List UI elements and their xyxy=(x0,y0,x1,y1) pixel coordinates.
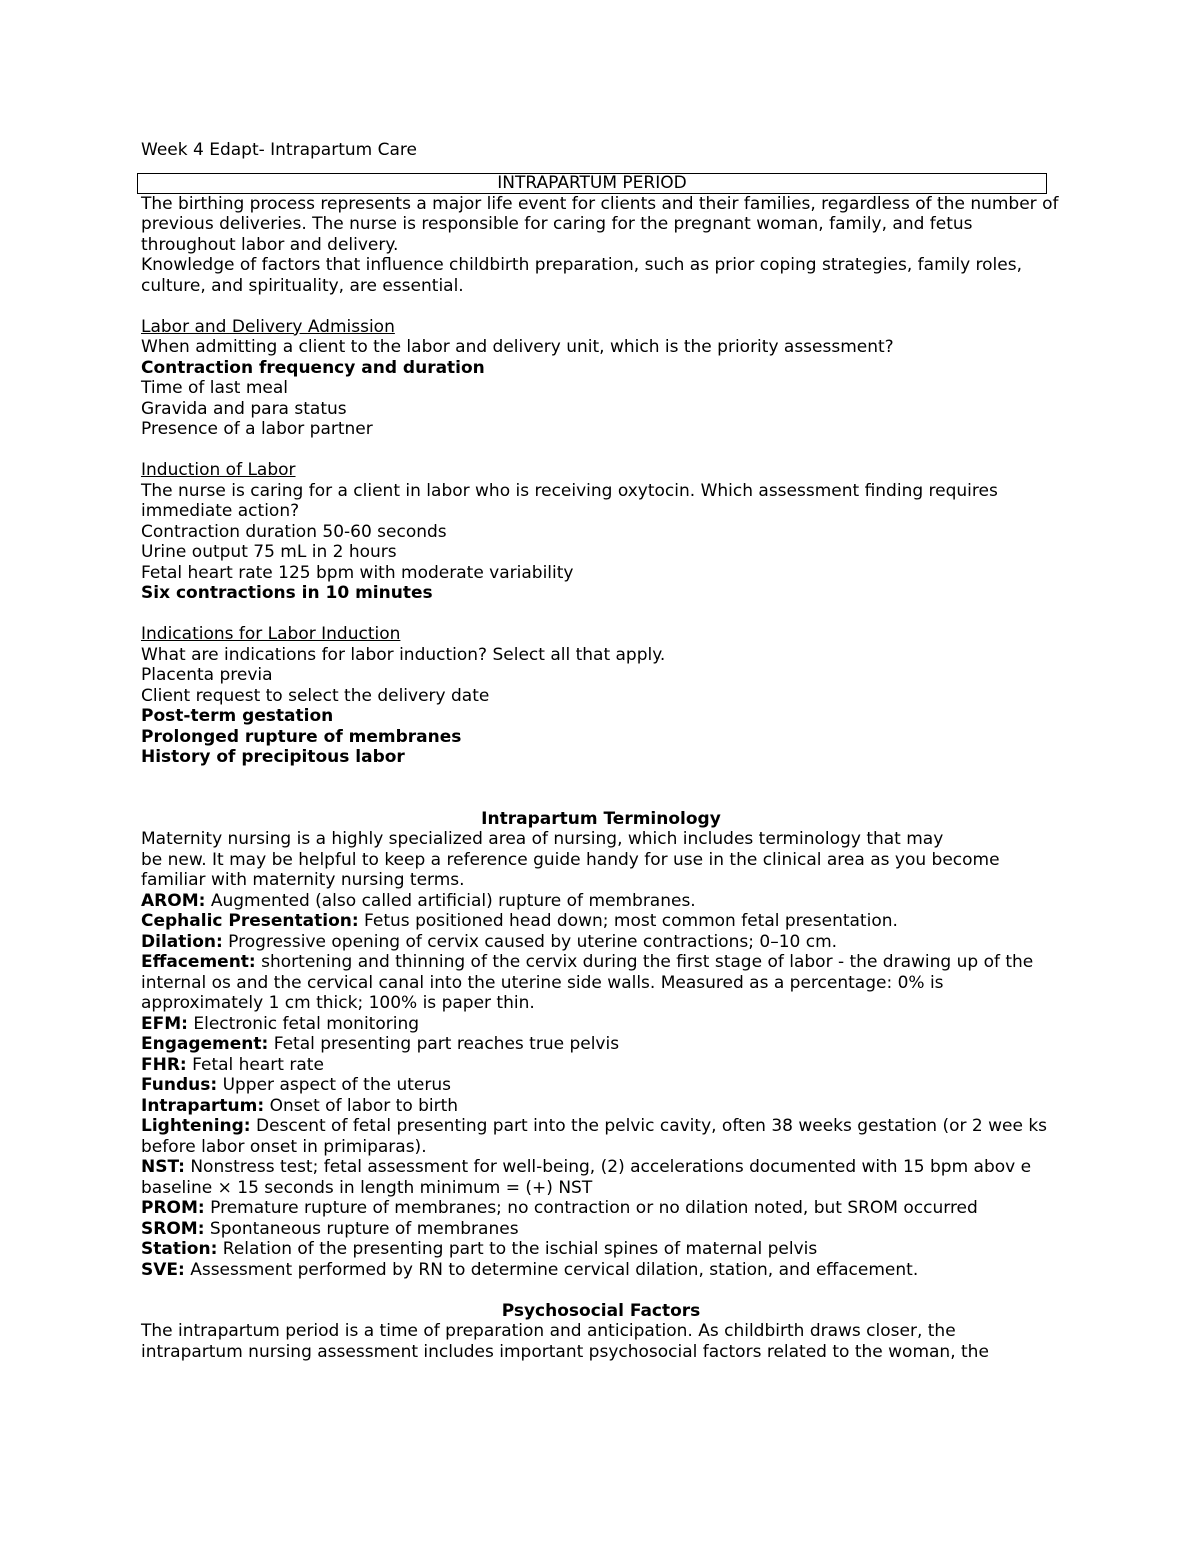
intro-paragraph-1: The birthing process represents a major life event for clients and their families, regardless of the number of previous deliveries. The nurse is responsible for caring for the pregnant woman, family, and fetus throughout labor and delivery. xyxy=(141,193,1059,255)
glossary-entry xyxy=(141,1075,1061,1096)
glossary-term: EFM: xyxy=(141,1013,188,1034)
glossary-term: AROM: xyxy=(141,890,206,911)
question-block-admission xyxy=(141,317,1061,440)
glossary-term: Lightening: xyxy=(141,1116,251,1136)
terminology-intro-line-1: Maternity nursing is a highly specialized area of nursing, which includes terminology that may xyxy=(141,829,944,849)
question-block-induction xyxy=(141,460,1061,604)
question-text: The nurse is caring for a client in labor who is receiving oxytocin. Which assessment finding requires immediate action? xyxy=(141,480,998,521)
glossary-term: Station: xyxy=(141,1239,218,1259)
psychosocial-text: The intrapartum period is a time of preparation and anticipation. As childbirth draws closer, the intrapartum nursing assessment includes important psychosocial factors related to the woman, the xyxy=(141,1321,989,1362)
glossary-term: Engagement: xyxy=(141,1034,269,1054)
glossary-entry xyxy=(141,1034,1061,1055)
glossary-entry xyxy=(141,1055,1061,1076)
glossary-definition: Spontaneous rupture of membranes xyxy=(204,1218,519,1239)
glossary-definition: Fetal presenting part reaches true pelvis xyxy=(268,1034,620,1054)
document-page xyxy=(141,140,1061,1362)
question-block-indications xyxy=(141,624,1061,768)
answer-option: Contraction frequency and duration xyxy=(141,357,485,378)
terminology-intro-line-2: be new. It may be helpful to keep a reference guide handy for use in the clinical area as you become familiar with maternity nursing terms. xyxy=(141,849,1000,890)
answer-option: Prolonged rupture of membranes xyxy=(141,726,462,747)
answer-option: Urine output 75 mL in 2 hours xyxy=(141,542,397,562)
glossary-term: Cephalic Presentation: xyxy=(141,911,359,931)
question-text: When admitting a client to the labor and delivery unit, which is the priority assessment? xyxy=(141,337,894,357)
glossary-definition: Relation of the presenting part to the ischial spines of maternal pelvis xyxy=(217,1239,818,1259)
glossary-definition: Electronic fetal monitoring xyxy=(187,1013,420,1034)
terminology-section xyxy=(141,809,1061,1281)
glossary-entry xyxy=(141,952,1061,1014)
glossary-entry xyxy=(141,911,1061,932)
question-heading: Induction of Labor xyxy=(141,460,296,480)
section-heading: Psychosocial Factors xyxy=(501,1300,701,1321)
glossary-term: Intrapartum: xyxy=(141,1095,265,1116)
glossary-definition: Fetal heart rate xyxy=(186,1054,324,1075)
answer-option: Six contractions in 10 minutes xyxy=(141,583,433,603)
answer-option: Fetal heart rate 125 bpm with moderate variability xyxy=(141,562,574,583)
glossary-term: Effacement: xyxy=(141,952,256,972)
answer-option: Gravida and para status xyxy=(141,398,347,419)
answer-option: Placenta previa xyxy=(141,665,273,685)
glossary-entry xyxy=(141,1260,1061,1281)
glossary-entry xyxy=(141,1157,1061,1198)
answer-option: Contraction duration 50-60 seconds xyxy=(141,521,447,542)
glossary-definition: Descent of fetal presenting part into the pelvic cavity, often 38 weeks gestation (or 2 wee ks before labor onset in primiparas). xyxy=(141,1116,1053,1157)
glossary-entry xyxy=(141,1239,1061,1260)
answer-options xyxy=(141,358,1061,440)
glossary-definition: shortening and thinning of the cervix during the first stage of labor - the drawing up of the internal os and the cervical canal into the uterine side walls. Measured as a percentage: 0% is approximately 1 cm thick; 100% is paper thin. xyxy=(141,952,1039,1013)
glossary-definition: Assessment performed by RN to determine cervical dilation, station, and effacement. xyxy=(184,1259,919,1280)
glossary-definition: Premature rupture of membranes; no contraction or no dilation noted, but SROM occurred xyxy=(204,1198,978,1218)
intro-paragraph-2: Knowledge of factors that influence childbirth preparation, such as prior coping strategies, family roles, culture, and spirituality, are essential. xyxy=(141,255,1023,296)
answer-option: Presence of a labor partner xyxy=(141,419,373,439)
glossary-term: Fundus: xyxy=(141,1075,218,1095)
answer-option: Post-term gestation xyxy=(141,706,334,726)
glossary-term: NST: xyxy=(141,1157,185,1177)
glossary-entry xyxy=(141,1014,1061,1035)
glossary-entry xyxy=(141,891,1061,912)
answer-option: Time of last meal xyxy=(141,378,289,398)
glossary-definition: Fetus positioned head down; most common fetal presentation. xyxy=(358,911,898,931)
glossary-definition: Onset of labor to birth xyxy=(264,1095,459,1116)
glossary-term: SVE: xyxy=(141,1259,185,1280)
question-text: What are indications for labor induction? Select all that apply. xyxy=(141,644,666,665)
section-box-heading: INTRAPARTUM PERIOD xyxy=(137,173,1047,194)
glossary-entry xyxy=(141,1219,1061,1240)
glossary-term: PROM: xyxy=(141,1198,205,1218)
glossary-entry xyxy=(141,1198,1061,1219)
psychosocial-section xyxy=(141,1301,1061,1363)
answer-option: History of precipitous labor xyxy=(141,747,405,767)
glossary-definition: Upper aspect of the uterus xyxy=(217,1075,452,1095)
answer-options xyxy=(141,522,1061,604)
glossary-term: Dilation: xyxy=(141,931,223,952)
glossary-term: SROM: xyxy=(141,1218,205,1239)
question-heading: Labor and Delivery Admission xyxy=(141,316,395,337)
question-heading: Indications for Labor Induction xyxy=(141,624,401,644)
glossary-definition: Progressive opening of cervix caused by uterine contractions; 0–10 cm. xyxy=(222,931,838,952)
glossary-term: FHR: xyxy=(141,1054,187,1075)
glossary-entry xyxy=(141,932,1061,953)
glossary-entry xyxy=(141,1116,1061,1157)
glossary-entry xyxy=(141,1096,1061,1117)
document-title: Week 4 Edapt- Intrapartum Care xyxy=(141,140,417,160)
answer-option: Client request to select the delivery date xyxy=(141,685,490,706)
answer-options xyxy=(141,665,1061,768)
glossary-definition: Augmented (also called artificial) rupture of membranes. xyxy=(205,890,696,911)
glossary-definition: Nonstress test; fetal assessment for well-being, (2) accelerations documented with 15 bpm abov e baseline × 15 seconds in length minimum = (+) NST xyxy=(141,1157,1037,1198)
section-heading: Intrapartum Terminology xyxy=(481,808,721,829)
terms-list xyxy=(141,891,1061,1281)
